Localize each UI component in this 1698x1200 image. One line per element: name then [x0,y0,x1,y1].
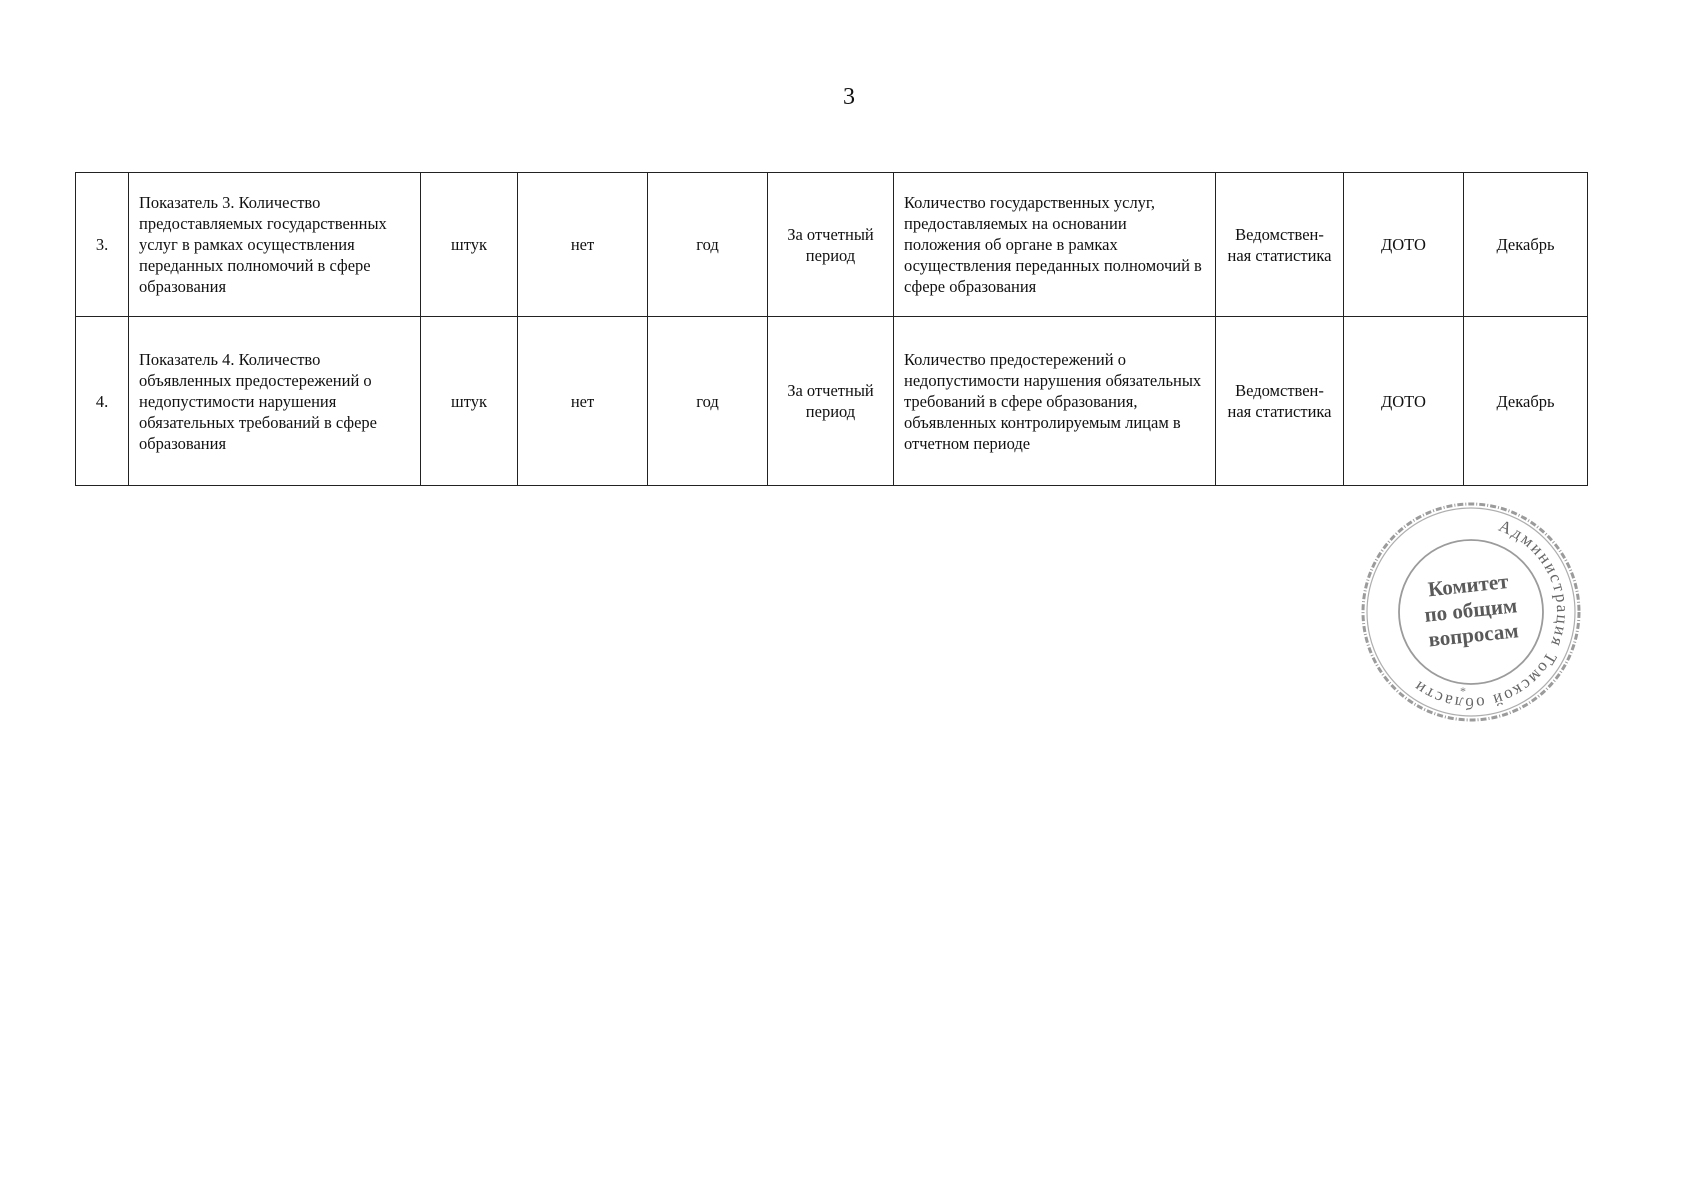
periodicity-cell: год [648,173,768,317]
unit-of-measure: штук [421,173,518,317]
unit-of-measure: штук [421,317,518,486]
deadline-cell: Декабрь [1464,317,1588,486]
stamp-center-line-2: по общим [1423,593,1519,627]
indicators-table [75,172,1588,486]
row-number: 3. [76,173,129,317]
data-source-cell: Ведомствен-ная статистика [1216,317,1344,486]
indicator-name: Показатель 3. Количество предоставляемых государственных услуг в рамках осуществления переданных полномочий в сфере образования [129,173,421,317]
table-row [76,173,1588,317]
time-characteristic-cell: За отчетный период [768,173,894,317]
dynamics-cell: нет [518,173,648,317]
time-characteristic-cell: За отчетный период [768,317,894,486]
responsible-cell: ДОТО [1344,317,1464,486]
row-number: 4. [76,317,129,486]
indicator-name: Показатель 4. Количество объявленных предостережений о недопустимости нарушения обязательных требований в сфере образования [129,317,421,486]
calculation-method-cell: Количество государственных услуг, предоставляемых на основании положения об органе в рамках осуществления переданных полномочий в сфере образования [894,173,1216,317]
periodicity-cell: год [648,317,768,486]
deadline-cell: Декабрь [1464,173,1588,317]
table-row [76,317,1588,486]
data-source-cell: Ведомствен-ная статистика [1216,173,1344,317]
calculation-method-cell: Количество предостережений о недопустимости нарушения обязательных требований в сфере образования, объявленных контролируемым лицам в отчетном периоде [894,317,1216,486]
page-number: 3 [843,84,855,110]
stamp-center-line-3: вопросам [1427,618,1520,652]
stamp-star-icon: * [1460,684,1466,698]
responsible-cell: ДОТО [1344,173,1464,317]
dynamics-cell: нет [518,317,648,486]
stamp-outer-text: Администрация Томской области [1409,516,1573,714]
stamp-center-line-1: Комитет [1426,568,1510,602]
official-stamp [1359,500,1583,724]
